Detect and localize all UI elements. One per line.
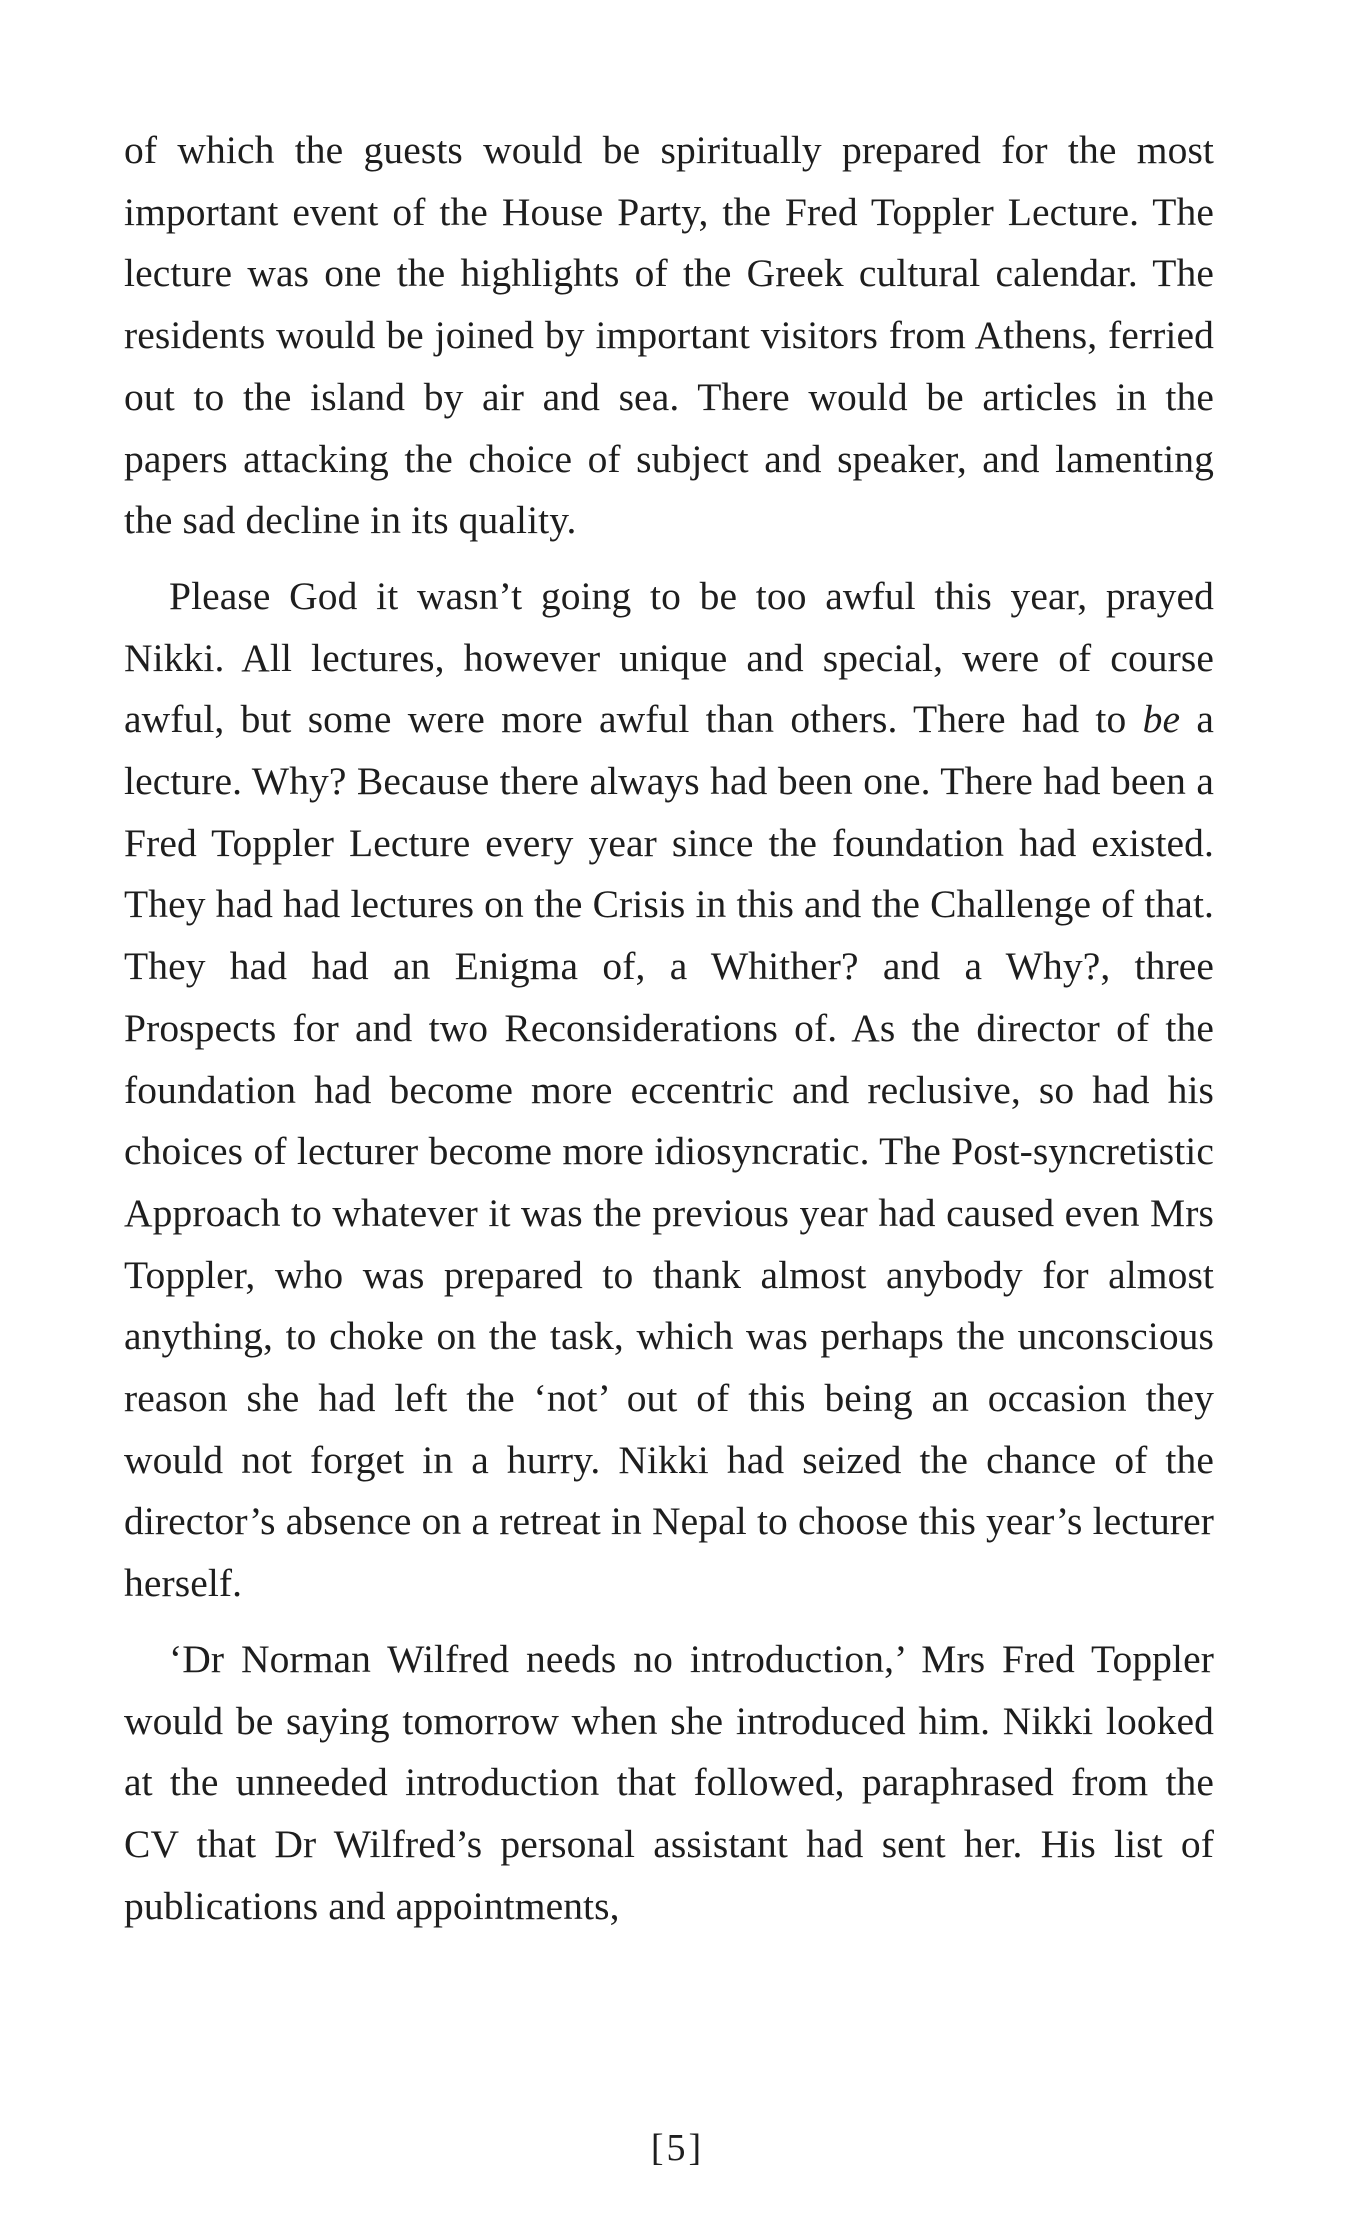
paragraph-continued: of which the guests would be spiritually prepared for the most important event of the House Party, the Fred Toppler Lecture. The lecture was one the highlights of the Greek cultural calendar. The residents would be joined by important visitors from Athens, ferried out to the island by air and sea. There would be articles in the papers attacking the choice of subject and speaker, and lamenting the sad decline in its quality. — [124, 128, 1214, 543]
page-number: [5] — [650, 2127, 705, 2169]
paragraph-norman-wilfred: ‘Dr Norman Wilfred needs no introduction,’ Mrs Fred Toppler would be saying tomorrow when she introduced him. Nikki looked at the unneeded introduction that followed, paraphrased from the CV that Dr Wilfred’s personal assistant had sent her. His list of publications and appointments, — [124, 1636, 1214, 1928]
paragraph-text-after-emphasis: a lecture. Why? Because there always had been one. There had been a Fred Toppler Lecture every year since the foundation had existed. They had had lectures on the Crisis in this and the Challenge of that. They had had an Enigma of, a Whither? and a Why?, three Prospects for and two Reconsiderations of. As the director of the foundation had become more eccentric and reclusive, so had his choices of lecturer become more idiosyncratic. The Post-syncretistic Approach to whatever it was the previous year had caused even Mrs Toppler, who was prepared to thank almost anybody for almost anything, to choke on the task, which was perhaps the unconscious reason she had left the ‘not’ out of this being an occasion they would not forget in a hurry. Nikki had seized the chance of the director’s absence on a retreat in Nepal to choose this year’s lecturer herself. — [124, 697, 1215, 1606]
emphasis-be: be — [1142, 697, 1181, 742]
paragraph-lecture-awful — [124, 566, 1214, 1615]
paragraph-text-before-emphasis: Please God it wasn’t going to be too awful this year, prayed Nikki. All lectures, however unique and special, were of course awful, but some were more awful than others. There had to — [124, 573, 1214, 742]
body-text — [124, 120, 1214, 1937]
